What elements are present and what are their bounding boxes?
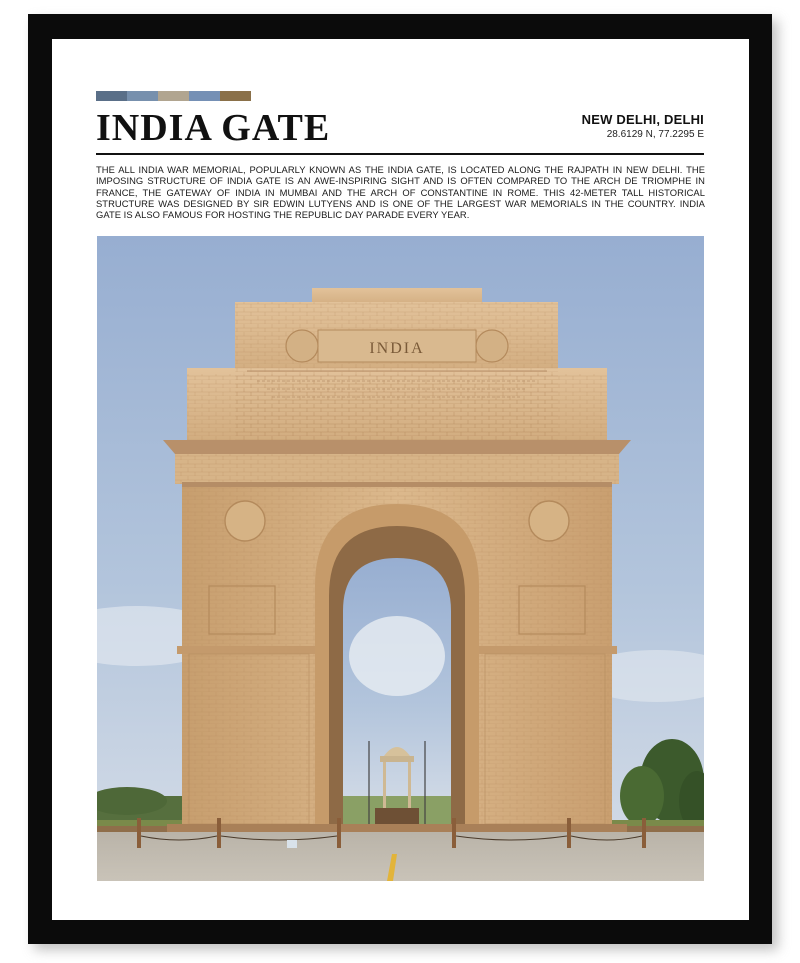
palette-swatch (189, 91, 220, 101)
description-text: THE ALL INDIA WAR MEMORIAL, POPULARLY KNOWN AS THE INDIA GATE, IS LOCATED ALONG THE RAJPATH IN NEW DELHI. THE IMPOSING STRUCTURE OF INDIA GATE IS AN AWE-INSPIRING SIGHT AND IS OFTEN COMPARED TO THE ARCH DE TRIOMPHE IN FRANCE, THE GATEWAY OF INDIA IN MUMBAI AND THE ARCH OF CONSTANTINE IN ROME. THIS 42-METER TALL HISTORICAL STRUCTURE WAS DESIGNED BY SIR EDWIN LUTYENS AND IS ONE OF THE LARGEST WAR MEMORIALS IN THE COUNTRY. INDIA GATE IS ALSO FAMOUS FOR HOSTING THE REPUBLIC DAY PARADE EVERY YEAR. (96, 164, 705, 221)
arch-inscription: INDIA (369, 340, 425, 357)
title-rule (96, 153, 704, 155)
color-palette (96, 91, 251, 101)
india-gate-photo (97, 236, 704, 881)
location-block (582, 112, 704, 141)
poster-title: INDIA GATE (96, 107, 331, 149)
palette-swatch (220, 91, 251, 101)
coordinates: 28.6129 N, 77.2295 E (606, 129, 704, 140)
arch-cornice (163, 440, 631, 487)
arch-attic (187, 288, 607, 440)
palette-swatch (158, 91, 189, 101)
palette-swatch (127, 91, 158, 101)
palette-swatch (96, 91, 127, 101)
city-name: NEW DELHI, DELHI (581, 112, 704, 127)
ground (97, 824, 704, 881)
arch-opening (315, 504, 479, 827)
